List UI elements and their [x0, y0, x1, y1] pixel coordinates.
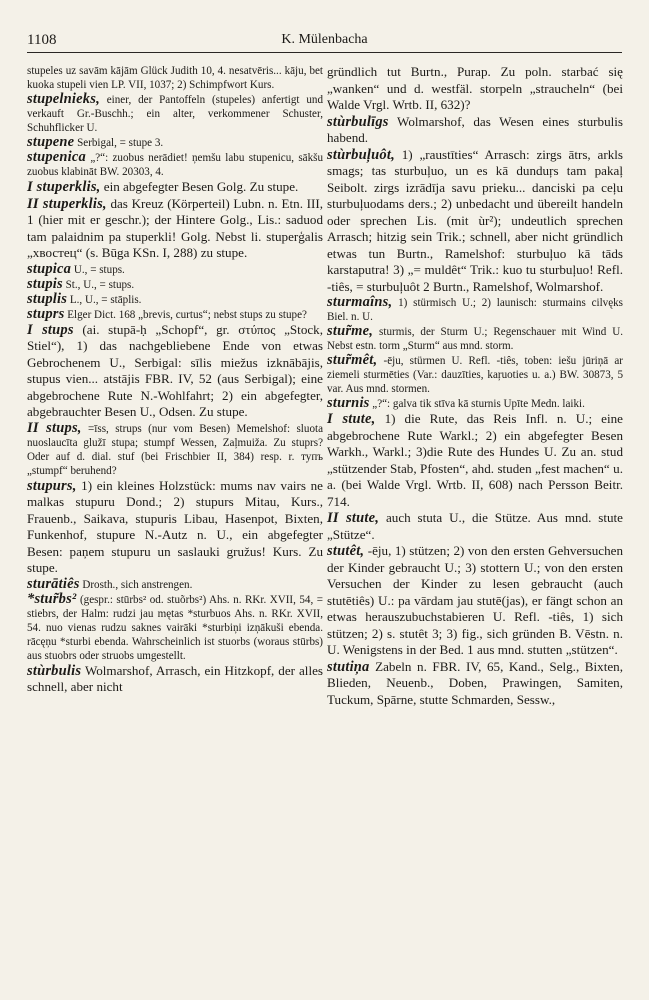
dictionary-entry — [327, 295, 623, 324]
entry-headword: stupica — [27, 260, 72, 277]
dictionary-entry — [327, 396, 623, 411]
entry-headword: stupurs, — [27, 477, 77, 494]
entry-text: sturmis, der Sturm U.; Regenschauer mit Wind U. Nebst estn. torm „Sturm“ aus mnd. storm. — [327, 326, 623, 352]
entry-text: 1) „raustīties“ Arrasch: zirgs ātrs, arkls smags; tas sturbuļuo, un es kā dunduŗs tam pakaļ Seibolt. zirgs izrādīja savu prieku... danciski pa ceļu sturbuļuodams ders.; 2) unbedacht und übereilt handeln oder sprechen Lis. (mit ùr²); undeutlich sprechen Arrasch; hitzig sein Trik.; schnell, aber nicht gründlich etwas tun Burtn., Ramelshof: sturbuļuo kā tāds karstaputra! 3) „= muldêt“ Trik.: kuo tu sturbuļuo! Refl. -tiês, = sturbuļuôt 2 Burtn., Ramelshof, Wolmarshof. — [327, 146, 623, 294]
entry-headword: sturātiês — [27, 575, 80, 592]
entry-headword: stùrbulis — [27, 662, 82, 679]
entry-headword: II stups, — [27, 419, 82, 436]
entry-headword: I stute, — [327, 411, 376, 427]
dictionary-entry — [27, 277, 323, 292]
entry-headword: stupelnieks, — [27, 91, 100, 107]
entry-headword: stùrbuļuôt, — [327, 146, 395, 163]
entry-text: L., U., = stāplis. — [67, 293, 142, 306]
running-head: K. Mülenbacha — [281, 32, 368, 47]
entry-headword: I stups — [27, 321, 74, 338]
dictionary-entry — [327, 510, 623, 543]
entry-headword: stutiņa — [327, 658, 370, 675]
dictionary-entry — [327, 64, 623, 114]
entry-text: das Kreuz (Körperteil) Lubn. n. Etn. III, 1 (hier mit er geschr.); der Hintere Golg., Lis.: saduod tam palaidnim pa stuperkli! Golg. Nebst li. stuperģalis „хвостец“ (s. Būga KSn. I, 288) zu stupe. — [27, 195, 323, 260]
left-column — [27, 64, 323, 696]
entry-text: Drosth., sich anstrengen. — [79, 578, 193, 591]
entry-text: 1) stürmisch U.; 2) launisch: sturmains cilvęks Biel. n. U. — [327, 297, 623, 323]
entry-text: gründlich tut Burtn., Purap. Zu poln. starbać się „wanken“ und d. westfäl. storpeln „straucheln“ (bei Walde Vrgl. Wrtb. II, 632)? — [327, 64, 623, 112]
dictionary-entry — [327, 543, 623, 659]
entry-text: Serbigal, = stupe 3. — [74, 137, 164, 149]
entry-headword: stùrbulīgs — [327, 113, 389, 130]
entry-headword: stupis — [27, 275, 63, 292]
entry-text: =īss, strups (nur vom Besen) Memelshof: sluota nuoslaucīta glužī stupa; stumpf Wessen, Zaļmuiža. Zu stuprs? Oder auf d. dial. stuf (bei Frischbier II, 384) resp. r. тупъ „stumpf“ beruhend? — [27, 422, 323, 477]
dictionary-entry — [27, 179, 323, 196]
entry-text: Wolmarshof, das Wesen eines sturbulis habend. — [327, 113, 623, 145]
right-column — [327, 64, 623, 708]
dictionary-entry — [327, 411, 623, 510]
entry-text: 1) ein kleines Holzstück: mums nav vairs ne malkas stupuru Dond.; 2) stupurs Mitau, Kurs., Frauenb., Saikava, stupuris Libau, Hasenpot, Bixten, Funkenhof, stupure N.-Autz n. U., ein abgefegter Besen: paņem stupuru un saslauki gružus! Kurs. Zu stupe. — [27, 477, 323, 575]
dictionary-entry — [27, 421, 323, 478]
dictionary-entry — [27, 663, 323, 696]
dictionary-entry — [27, 196, 323, 262]
entry-text: (gespr.: stūrbs² od. stuõrbs²) Ahs. n. RKr. XVII, 54, = stiebrs, der Halm: rudzi jau mętas *sturbuos Ahs. n. RKr. XVII, 54. nuo vienas rudzu saknes vairāki *sturbiņi izņākuši ebenda. rācęņu *sturbi ebenda. Wahrscheinlich ist stuorbs (woraus stūrbs) aus stuobrs oder struobs umgestellt. — [27, 593, 323, 662]
entry-text: -ēju, stürmen U. Refl. -tiês, toben: iešu jūriņā ar ziemeli sturmēties (Var.: dauzīties, kaŗuoties u. a.) BW. 30873, 5 var. Aus mnd. stormen. — [327, 355, 623, 395]
entry-text: ein abgefegter Besen Golg. Zu stupe. — [100, 179, 299, 194]
entry-headword: II stuperklis, — [27, 195, 107, 212]
entry-headword: stuplis — [27, 290, 68, 307]
entry-text: stupeles uz savām kājām Glück Judith 10, 4. nesatvēris... kāju, bet kuoka stupeli vien LP. VII, 1037; 2) Schimpfwort Kurs. — [27, 65, 323, 91]
entry-text: Zabeln n. FBR. IV, 65, Kand., Selg., Bixten, Blieden, Neuenb., Doben, Prawingen, Samiten, Tuckum, Spārne, stutte Schmarden, Sessw., — [327, 658, 623, 707]
dictionary-entry — [27, 64, 323, 92]
entry-text: auch stuta U., die Stütze. Aus mnd. stute „Stütze“. — [327, 510, 623, 542]
entry-headword: stuprs — [27, 305, 65, 322]
dictionary-entry — [27, 92, 323, 135]
entry-headword: *stur̃bs² — [27, 590, 77, 607]
dictionary-entry — [327, 147, 623, 296]
dictionary-entry — [327, 324, 623, 353]
entry-text: einer, der Pantoffeln (stupeles) anfertigt und verkauft Gr.-Buschh.; ein alter, verkommener Schuster, Schuhflicker U. — [27, 94, 323, 134]
entry-text: -ēju, 1) stützen; 2) von den ersten Gehversuchen der Kinder gebraucht U.; 3) stottern U.; von den ersten Versuchen der Kinder zu lesen gebraucht (auch stutētiês) U.: pa vārdam jau stutē(jas), er fängt schon an etwas herauszubuchstabieren U. Refl. -tiês, 1) sich stützen; 2) s. stutêt 3; 3) fig., sich gründen B. Vēstn. n. U. Wenigstens in der Bed. 1 aus mnd. stutten „stützen“. — [327, 543, 623, 657]
entry-text: 1) die Rute, das Reis Infl. n. U.; eine abgebrochene Rute Warkl.; 2) ein abgefegter Besen Warkh., Warkl.; 3)die Rute des Hundes U. Zu an. stud „stützender Stab, Pfosten“, ahd. studen „fest machen“ u. a. (bei Walde Vrgl. Wrtb. II, 608) nach Persson Beitr. 714. — [327, 411, 623, 509]
entry-text: „?“: zuobus nerādiet! ņemšu labu stupenicu, sākšu zuobus klabināt BW. 20303, 4. — [27, 152, 323, 178]
dictionary-entry — [327, 353, 623, 396]
dictionary-entry — [27, 592, 323, 663]
page-number: 1108 — [27, 32, 57, 48]
dictionary-entry — [27, 292, 323, 307]
entry-headword: stupenica — [27, 149, 86, 165]
dictionary-entry — [27, 322, 323, 421]
dictionary-entry — [27, 135, 323, 150]
dictionary-entry — [27, 262, 323, 277]
entry-headword: stur̃me, — [327, 323, 374, 339]
dictionary-entry — [27, 307, 323, 322]
entry-headword: II stute, — [327, 510, 380, 526]
entry-text: Elger Dict. 168 „brevis, curtus“; nebst stups zu stupe? — [64, 308, 307, 321]
dictionary-entry — [327, 659, 623, 709]
entry-headword: stur̃mêt, — [327, 352, 378, 368]
entry-headword: sturnis — [327, 395, 370, 411]
entry-headword: I stuperklis, — [27, 179, 101, 195]
entry-headword: stupene — [27, 134, 75, 150]
dictionary-entry — [27, 478, 323, 577]
page-header — [27, 30, 622, 53]
entry-text: Wolmarshof, Arrasch, ein Hitzkopf, der alles schnell, aber nicht — [27, 662, 323, 694]
entry-text: „?“: galva tik stīva kā sturnis Upīte Medn. laiki. — [369, 398, 585, 410]
dictionary-entry — [27, 150, 323, 179]
entry-headword: stutêt, — [327, 543, 365, 559]
entry-text: U., = stups. — [71, 263, 125, 276]
dictionary-entry — [27, 577, 323, 592]
entry-text: (ai. stupā-ḥ „Schopf“, gr. στύπος „Stock, Stiel“), 1) das nachgebliebene Ende von etwas Gebrochenem U., Serbigal: sīlis miežus izknābājis, stupus vien... atstājis FBR. IV, 52 (aus Serbigal); eine abgebrochene Rute N.-Wohlfahrt; 2) ein abgefegter, abgebrauchter Besen U., Odsen. Zu stupe. — [27, 321, 323, 419]
entry-headword: sturmaîns, — [327, 294, 393, 310]
dictionary-entry — [327, 114, 623, 147]
entry-text: St., U., = stups. — [62, 278, 135, 291]
